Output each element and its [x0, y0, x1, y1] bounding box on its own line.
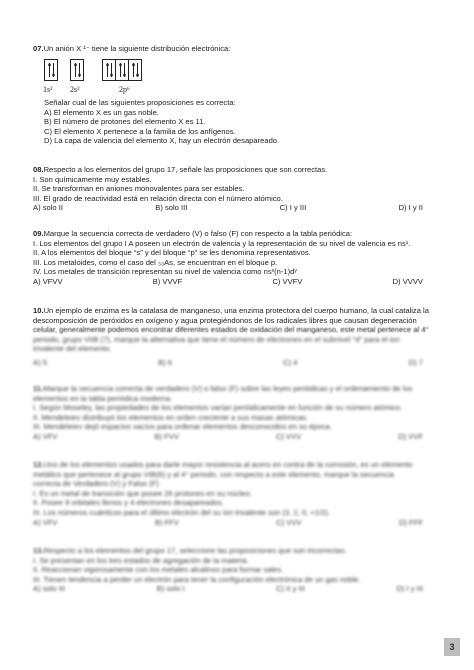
- orbital-diagram: [44, 59, 194, 99]
- option-c: C) II y III: [276, 584, 305, 594]
- statement-3: III. Los números cuánticos para el último electrón del su ion trivalente son (3, 2, 0, +1/2).: [33, 507, 330, 517]
- question-number: 10.: [33, 306, 44, 315]
- statement-4: IV. Los metales de transición representan su nivel de valencia como nsˣ(n-1)dʸ: [33, 267, 297, 277]
- options-row: [33, 518, 453, 528]
- question-number: 09.: [33, 229, 44, 238]
- spin-down-arrow-icon: [110, 63, 112, 77]
- question-12: [33, 460, 453, 527]
- question-number: 07.: [33, 44, 44, 53]
- statement-2: II. A los elementos del bloque “s” y del bloque “p” se les denomina representativos.: [33, 248, 311, 258]
- option-d: D) VVF: [398, 431, 423, 441]
- question-number: 11.: [33, 384, 44, 393]
- option-b: B) solo I: [156, 584, 185, 594]
- option-b: B) FVV: [154, 431, 179, 441]
- option-b: B) solo III: [155, 203, 188, 213]
- option-a: A) VFV: [33, 517, 58, 527]
- option-a: A) solo II: [33, 203, 63, 213]
- orbital-2p: [102, 59, 142, 81]
- option-b: B) El número de protones del elemento X es 11.: [44, 117, 206, 127]
- question-text-line-2: metálico que pertenece al grupo VIB(6) y al 4° periodo, con respecto a este elemento, marque la secuencia: [33, 469, 394, 479]
- spin-down-arrow-icon: [52, 63, 54, 77]
- option-c: C) El elemento X pertenece a la familia de los anfígenos.: [44, 126, 236, 136]
- question-text-line-1: Un ejemplo de enzima es la catalasa de manganeso, una enzima protectora del cuerpo humano, la cual cataliza la: [43, 306, 429, 315]
- option-c: C) 4: [283, 357, 298, 367]
- question-07: [33, 44, 453, 54]
- blurred-region: [33, 335, 453, 368]
- option-d: D) La capa de valencia del elemento X, hay un electrón desapareado.: [44, 136, 280, 146]
- option-d: D) FFF: [398, 517, 423, 527]
- spin-up-arrow-icon: [132, 63, 134, 77]
- question-09: [33, 229, 453, 287]
- option-c: C) VVV: [276, 517, 302, 527]
- option-c: C) VVFV: [272, 276, 303, 286]
- page-number: 3: [444, 638, 460, 656]
- question-08: [33, 165, 453, 213]
- option-a: A) solo III: [33, 584, 66, 594]
- statement-1: I. Según Moseley, las propiedades de los elementos varían periódicamente en función de su número atómico.: [33, 403, 403, 413]
- statement-2: II. Reaccionan vigorosamente con los metales alcalinos para formar sales.: [33, 565, 284, 575]
- question-number: 13.: [33, 546, 44, 555]
- statement-2: II. Mendeleiev distribuyó los elementos en orden creciente a sus masas atómicas.: [33, 412, 309, 422]
- question-13: [33, 546, 453, 594]
- options-row: [33, 277, 453, 287]
- question-text-line-1: Marque la secuencia correcta de verdadero (V) o falso (F) sobre las leyes periódicas y el ordenamiento de los: [43, 384, 413, 393]
- option-c: C) I y III: [279, 203, 307, 213]
- statement-1: I. Es un metal de transición que posee 26 protones en su núcleo.: [33, 488, 252, 498]
- statement-2: II. Posee 9 orbitales llenos y 4 electrones desapareados.: [33, 498, 224, 508]
- option-b: B) VVVF: [152, 276, 183, 286]
- question-text: Respecto a los elementos del grupo 17, señale las proposiciones que son correctas.: [43, 165, 328, 174]
- question-number: 12.: [33, 460, 44, 469]
- question-text-line-3: celular, generalmente podemos encontrar diferentes estados de oxidación del manganeso, este metal pertenece al 4°: [33, 325, 429, 335]
- options-row: [33, 584, 453, 594]
- question-text-line-2: descomposición de peróxidos en oxígeno y agua protegiéndonos de los radicales libres que causan degeneración: [33, 315, 417, 325]
- question-text-line-1: Uno de los elementos usados para darle mayor resistencia al acero en contra de la corrosión, es un elemento: [43, 460, 413, 469]
- option-b: B) FFV: [154, 517, 179, 527]
- question-text-line-2: elementos en la tabla periódica moderna.: [33, 393, 173, 403]
- statement-3: III. Mendeleiev dejó espacios vacíos para ordenar elementos desconocidos en su época.: [33, 422, 332, 432]
- question-text: Respecto a los elementos del grupo 17, seleccione las proposiciones que son incorrectas.: [43, 546, 347, 555]
- question-text: Marque la secuencia correcta de verdadero (V) o falso (F) con respecto a la tabla periódica:: [43, 229, 353, 238]
- spin-up-arrow-icon: [74, 63, 76, 77]
- spin-down-arrow-icon: [78, 63, 80, 77]
- question-10: [33, 306, 453, 368]
- statement-3: III. Los metaloides, como el caso del ₃₃As, se encuentran en el bloque p.: [33, 257, 278, 267]
- statement-3: III. Tienen tendencia a perder un electrón para tener la configuración electrónica de un gas noble.: [33, 574, 361, 584]
- spin-up-arrow-icon: [119, 63, 121, 77]
- options-row: [33, 358, 453, 368]
- option-c: C) VVV: [275, 431, 302, 441]
- statement-1: I. Se presentan en los tres estados de agregación de la materia.: [33, 555, 249, 565]
- option-a: A) El elemento X es un gas noble.: [44, 107, 159, 117]
- option-a: A) 5: [33, 357, 47, 367]
- option-b: B) 6: [158, 357, 172, 367]
- option-a: A) VFVV: [33, 276, 63, 286]
- options-row: [33, 432, 453, 442]
- option-d: D) 7: [408, 357, 423, 367]
- spin-down-arrow-icon: [136, 63, 138, 77]
- option-a: A) VFV: [33, 431, 58, 441]
- question-prompt: Señalar cual de las siguientes proposiciones es correcta:: [44, 98, 236, 107]
- option-d: D) I y III: [396, 584, 423, 594]
- statement-1: I. Los elementos del grupo I A poseen un electrón de valencia y la representación de su nivel de valencia es ns¹.: [33, 238, 411, 248]
- question-number: 08.: [33, 165, 44, 174]
- statement-3: III. El grado de reactividad está en relación directa con el número atómico.: [33, 193, 283, 203]
- question-text: Un anión X ¹⁻ tiene la siguiente distribución electrónica:: [43, 44, 231, 53]
- question-11: [33, 384, 453, 442]
- question-text-line-4: periodo, grupo VIIB (7), marque la alternativa que tiene el número de electrones en el subnivel "d" para el ion: [33, 334, 400, 344]
- orbital-label-2s: 2s²: [70, 85, 80, 94]
- statement-2: II. Se transforman en aniones monovalentes para ser estables.: [33, 184, 245, 194]
- spin-down-arrow-icon: [123, 63, 125, 77]
- orbital-1s: [44, 59, 58, 81]
- question-text-line-5: trivalente del elemento.: [33, 344, 112, 354]
- options-row: [33, 203, 453, 213]
- orbital-label-1s: 1s²: [43, 85, 53, 94]
- question-text-line-3: correcta de Verdadero (V) y Falso (F): [33, 479, 159, 489]
- question-07-body: [44, 98, 464, 146]
- spin-up-arrow-icon: [48, 63, 50, 77]
- statement-1: I. Son químicamente muy estables.: [33, 174, 152, 184]
- orbital-label-2p: 2p⁶: [119, 85, 130, 94]
- orbital-2s: [70, 59, 84, 81]
- option-d: D) VVVV: [392, 276, 423, 286]
- option-d: D) I y II: [398, 203, 423, 213]
- spin-up-arrow-icon: [106, 63, 108, 77]
